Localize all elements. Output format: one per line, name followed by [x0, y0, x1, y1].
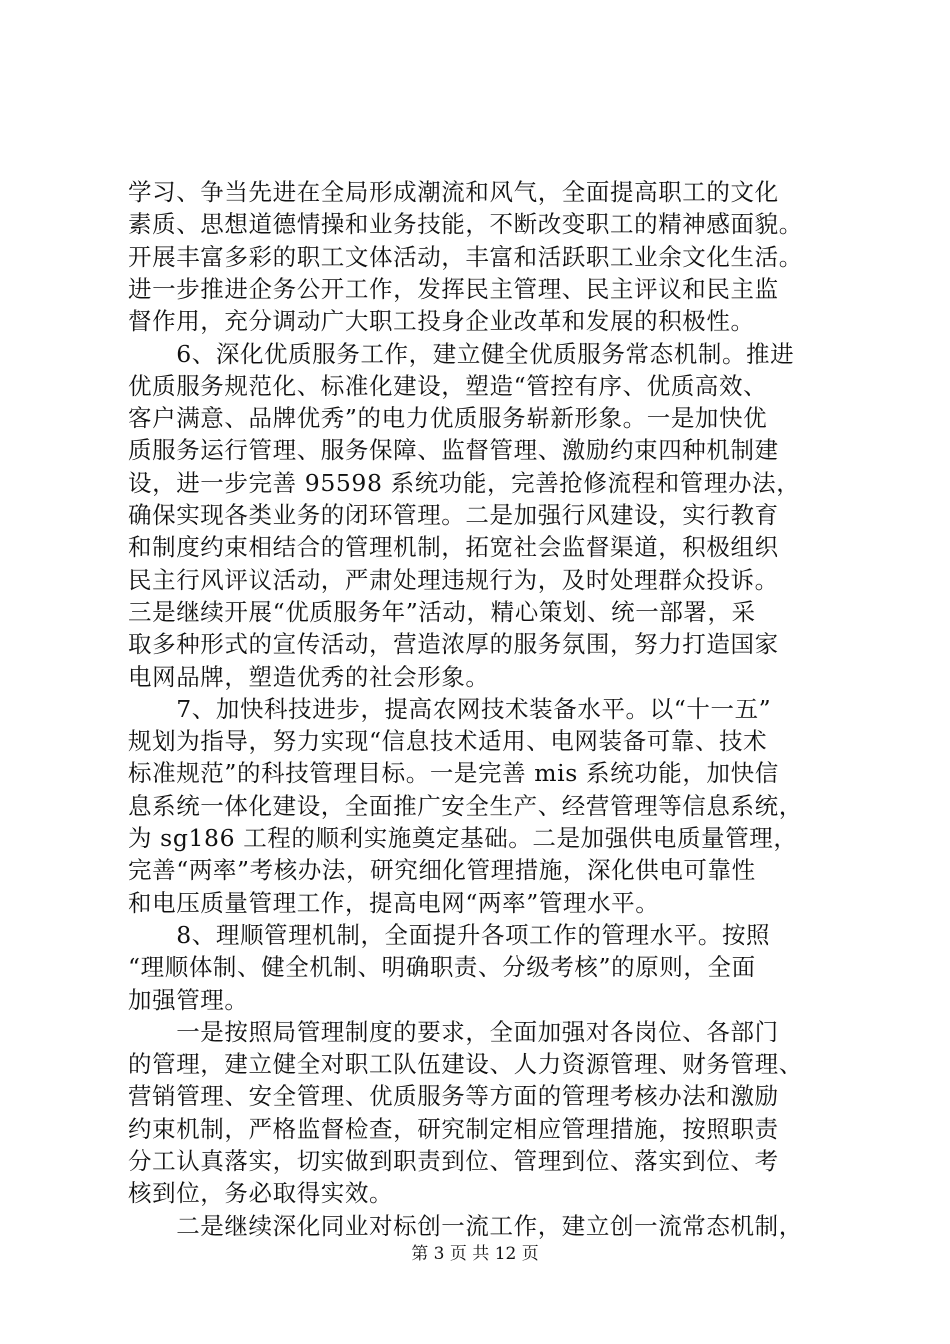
text-line: 营销管理、安全管理、优质服务等方面的管理考核办法和激励	[128, 1082, 779, 1111]
text-line: 客户满意、品牌优秀”的电力优质服务崭新形象。一是加快优	[128, 404, 768, 433]
text-line: 加强管理。	[128, 985, 249, 1014]
text-line: 完善“两率”考核办法，研究细化管理措施，深化供电可靠性	[128, 856, 756, 885]
text-line: 开展丰富多彩的职工文体活动，丰富和活跃职工业余文化生活。	[128, 242, 803, 271]
text-line: 质服务运行管理、服务保障、监督管理、激励约束四种机制建	[128, 436, 779, 465]
text-line: 确保实现各类业务的闭环管理。二是加强行风建设，实行教育	[128, 501, 779, 529]
text-line: 约束机制，严格监督检查，研究制定相应管理措施，按照职责	[128, 1114, 779, 1143]
text-line: 和制度约束相结合的管理机制，拓宽社会监督渠道，积极组织	[128, 533, 779, 562]
text-line: 督作用，充分调动广大职工投身企业改革和发展的积极性。	[128, 307, 755, 336]
text-line: 标准规范”的科技管理目标。一是完善 mis 系统功能，加快信	[128, 759, 779, 788]
text-line: 民主行风评议活动，严肃处理违规行为，及时处理群众投诉。	[128, 565, 779, 594]
text-line: 分工认真落实，切实做到职责到位、管理到位、落实到位、考	[128, 1147, 779, 1175]
page-number-footer: 第 3 页 共 12 页	[411, 1244, 539, 1264]
text-line: 设，进一步完善 95598 系统功能，完善抢修流程和管理办法，	[128, 468, 801, 497]
text-line: 息系统一体化建设，全面推广安全生产、经营管理等信息系统，	[128, 791, 803, 820]
text-line: 的管理，建立健全对职工队伍建设、人力资源管理、财务管理、	[128, 1050, 803, 1079]
text-line: “理顺体制、健全机制、明确职责、分级考核”的原则，全面	[128, 953, 756, 982]
text-line: 取多种形式的宣传活动，营造浓厚的服务氛围，努力打造国家	[128, 630, 779, 659]
text-line: 6、深化优质服务工作，建立健全优质服务常态机制。推进	[128, 339, 795, 368]
text-line: 和电压质量管理工作，提高电网“两率”管理水平。	[128, 888, 660, 917]
text-line: 三是继续开展“优质服务年”活动，精心策划、统一部署，采	[128, 597, 756, 626]
text-line: 8、理顺管理机制，全面提升各项工作的管理水平。按照	[128, 920, 771, 949]
text-line: 优质服务规范化、标准化建设，塑造“管控有序、优质高效、	[128, 371, 768, 400]
text-line: 学习、争当先进在全局形成潮流和风气，全面提高职工的文化	[128, 178, 779, 206]
text-line: 进一步推进企务公开工作，发挥民主管理、民主评议和民主监	[128, 274, 779, 303]
text-line: 素质、思想道德情操和业务技能，不断改变职工的精神感面貌。	[128, 210, 803, 239]
text-line: 一是按照局管理制度的要求，全面加强对各岗位、各部门	[128, 1017, 779, 1046]
text-line: 二是继续深化同业对标创一流工作，建立创一流常态机制，	[128, 1211, 803, 1240]
text-line: 规划为指导，努力实现“信息技术适用、电网装备可靠、技术	[128, 727, 768, 756]
text-line: 核到位，务必取得实效。	[128, 1179, 394, 1208]
text-line: 为 sg186 工程的顺利实施奠定基础。二是加强供电质量管理，	[128, 824, 798, 852]
text-line: 电网品牌，塑造优秀的社会形象。	[128, 662, 490, 691]
text-line: 7、加快科技进步，提高农网技术装备水平。以“十一五”	[128, 694, 772, 723]
